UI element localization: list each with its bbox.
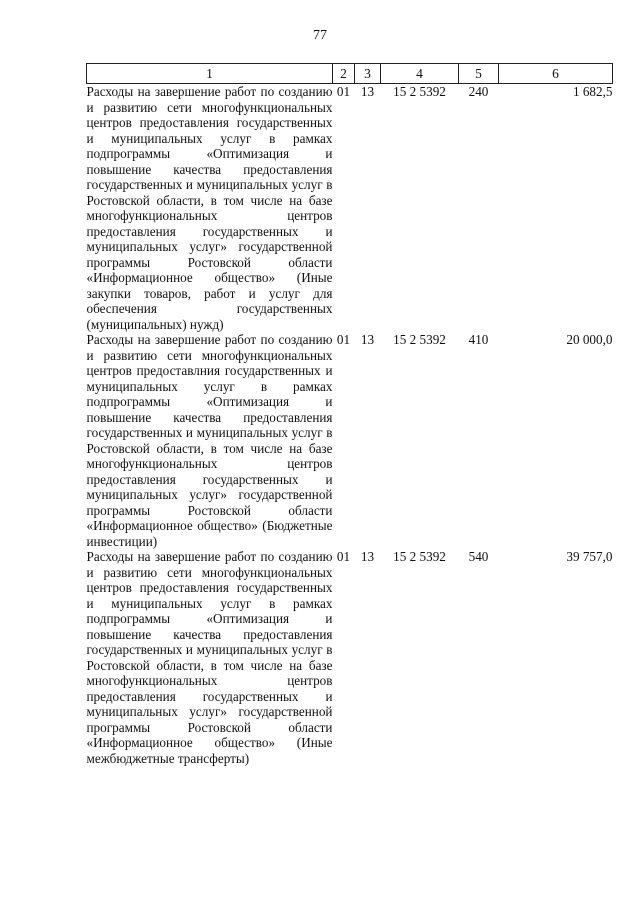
row-section-code: 01 xyxy=(336,332,351,347)
header-col-3: 3 xyxy=(355,64,381,84)
row-target-article: 15 2 5392 xyxy=(393,84,446,99)
table-row xyxy=(87,84,613,333)
row-amount: 20 000,0 xyxy=(566,332,613,347)
budget-table xyxy=(86,63,613,766)
header-col-5: 5 xyxy=(459,64,499,84)
header-col-2: 2 xyxy=(333,64,355,84)
row-target-article: 15 2 5392 xyxy=(393,549,446,564)
row-description: Расходы на завершение работ по созданию и развитию сети многофункциональных центров предоставления государственных и муниципальных услуг в рамках подпрограммы «Оптимизация и повышение качества предоставления государственных и муниципальных услуг в Ростовской области, в том числе на базе многофункциональных центров предоставления государственных и муниципальных услуг» государственной программы Ростовской области «Информационное общество» (Иные закупки товаров, работ и услуг для обеспечения государственных (муниципальных) нужд) xyxy=(86,84,333,332)
row-expense-type: 540 xyxy=(468,549,489,564)
table-row xyxy=(87,549,613,766)
row-description: Расходы на завершение работ по созданию и развитию сети многофункциональных центров предоставления государственных и муниципальных услуг в рамках подпрограммы «Оптимизация и повышение качества предоставления государственных и муниципальных услуг в Ростовской области, в том числе на базе многофункциональных центров предоставления государственных и муниципальных услуг» государственной программы Ростовской области «Информационное общество» (Иные межбюджетные трансферты) xyxy=(86,549,333,766)
row-description: Расходы на завершение работ по созданию и развитию сети многофункциональных центров предоставлния государственных и муниципальных услуг в рамках подпрограммы «Оптимизация и повышение качества предоставления государственных и муниципальных услуг в Ростовской области, в том числе на базе многофункциональных центров предоставления государственных и муниципальных услуг» государственной программы Ростовской области «Информационное общество» (Бюджетные инвестиции) xyxy=(86,332,333,549)
table-header-row xyxy=(87,64,613,84)
row-section-code: 01 xyxy=(336,84,351,99)
row-subsection-code: 13 xyxy=(360,84,375,99)
row-target-article: 15 2 5392 xyxy=(393,332,446,347)
header-col-1: 1 xyxy=(87,64,333,84)
row-expense-type: 240 xyxy=(468,84,489,99)
row-expense-type: 410 xyxy=(468,332,489,347)
header-col-6: 6 xyxy=(499,64,613,84)
row-subsection-code: 13 xyxy=(360,332,375,347)
row-amount: 1 682,5 xyxy=(572,84,613,99)
header-col-4: 4 xyxy=(381,64,459,84)
row-section-code: 01 xyxy=(336,549,351,564)
table-row xyxy=(87,332,613,549)
row-amount: 39 757,0 xyxy=(566,549,613,564)
page-number: 77 xyxy=(313,28,327,43)
row-subsection-code: 13 xyxy=(360,549,375,564)
